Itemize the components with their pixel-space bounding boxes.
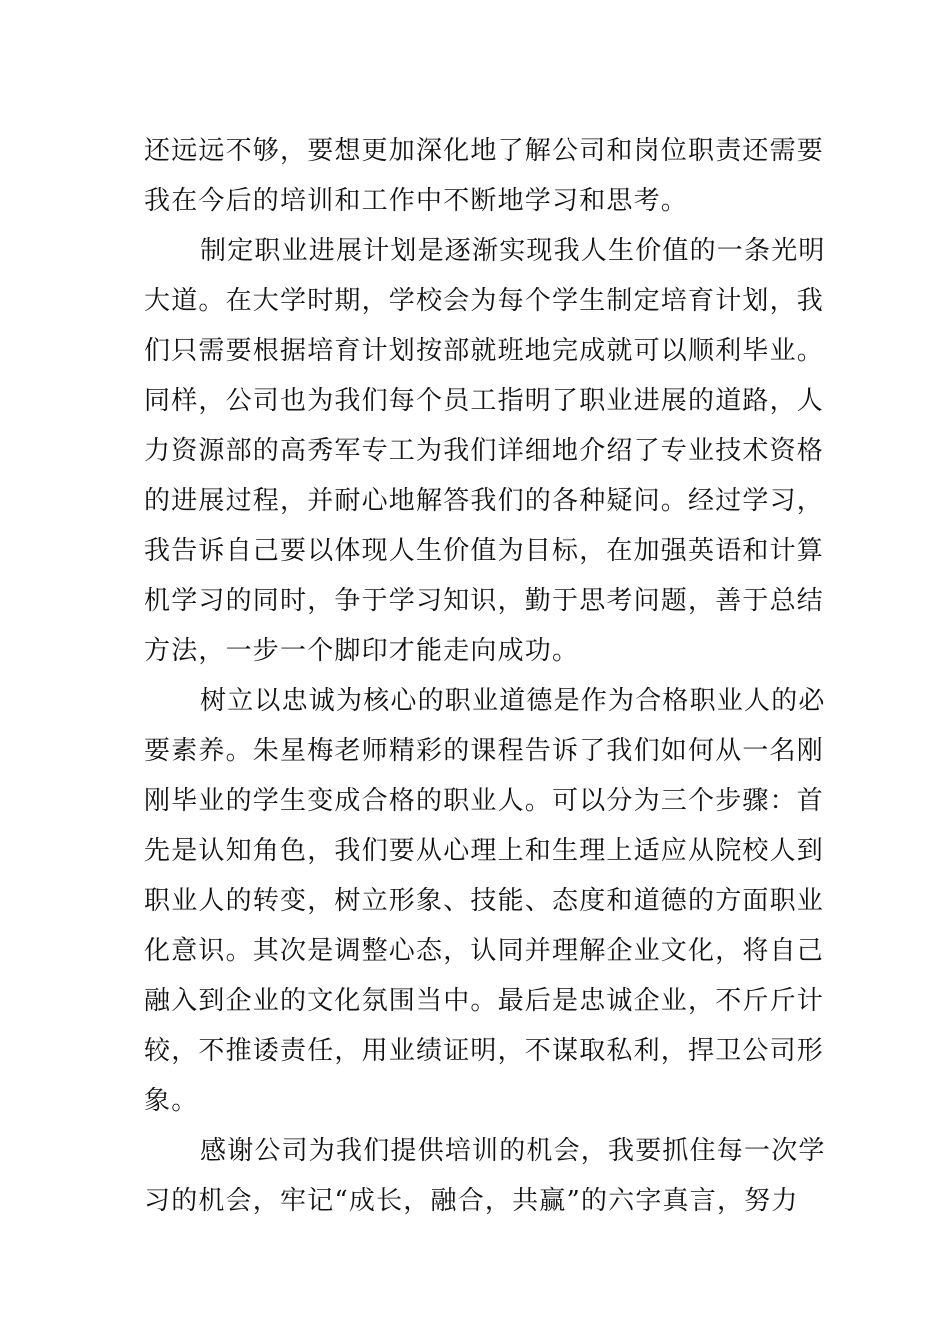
text-line: 机学习的同时，争于学习知识，勤于思考问题，善于总结 bbox=[144, 586, 825, 616]
text-line: 化意识。其次是调整心态，认同并理解企业文化，将自己 bbox=[144, 936, 825, 966]
text-line: 我告诉自己要以体现人生价值为目标，在加强英语和计算 bbox=[144, 536, 825, 566]
text-line: 的进展过程，并耐心地解答我们的各种疑问。经过学习， bbox=[144, 486, 825, 516]
body-text bbox=[144, 126, 826, 1226]
text-line: 融入到企业的文化氛围当中。最后是忠诚企业，不斤斤计 bbox=[144, 986, 825, 1016]
text-line: 同样，公司也为我们每个员工指明了职业进展的道路，人 bbox=[144, 386, 825, 416]
text-line: 要素养。朱星梅老师精彩的课程告诉了我们如何从一名刚 bbox=[144, 736, 825, 766]
text-line: 们只需要根据培育计划按部就班地完成就可以顺利毕业。 bbox=[144, 336, 825, 366]
text-line: 我在今后的培训和工作中不断地学习和思考。 bbox=[144, 186, 689, 216]
text-line: 方法，一步一个脚印才能走向成功。 bbox=[144, 636, 580, 666]
text-line: 刚毕业的学生变成合格的职业人。可以分为三个步骤：首 bbox=[144, 786, 825, 816]
text-line: 大道。在大学时期，学校会为每个学生制定培育计划，我 bbox=[144, 286, 825, 316]
paragraph-first-line: 树立以忠诚为核心的职业道德是作为合格职业人的必 bbox=[200, 686, 826, 716]
paragraph-first-line: 感谢公司为我们提供培训的机会，我要抓住每一次学 bbox=[200, 1136, 826, 1166]
text-line: 习的机会，牢记“成长，融合，共赢”的六字真言，努力 bbox=[144, 1186, 799, 1216]
text-line: 还远远不够，要想更加深化地了解公司和岗位职责还需要 bbox=[144, 136, 825, 166]
text-line: 先是认知角色，我们要从心理上和生理上适应从院校人到 bbox=[144, 836, 825, 866]
text-line: 职业人的转变，树立形象、技能、态度和道德的方面职业 bbox=[144, 886, 825, 916]
text-line: 象。 bbox=[144, 1086, 199, 1116]
paragraph-first-line: 制定职业进展计划是逐渐实现我人生价值的一条光明 bbox=[200, 236, 826, 266]
text-line: 力资源部的高秀军专工为我们详细地介绍了专业技术资格 bbox=[144, 436, 825, 466]
text-line: 较，不推诿责任，用业绩证明，不谋取私利，捍卫公司形 bbox=[144, 1036, 825, 1066]
